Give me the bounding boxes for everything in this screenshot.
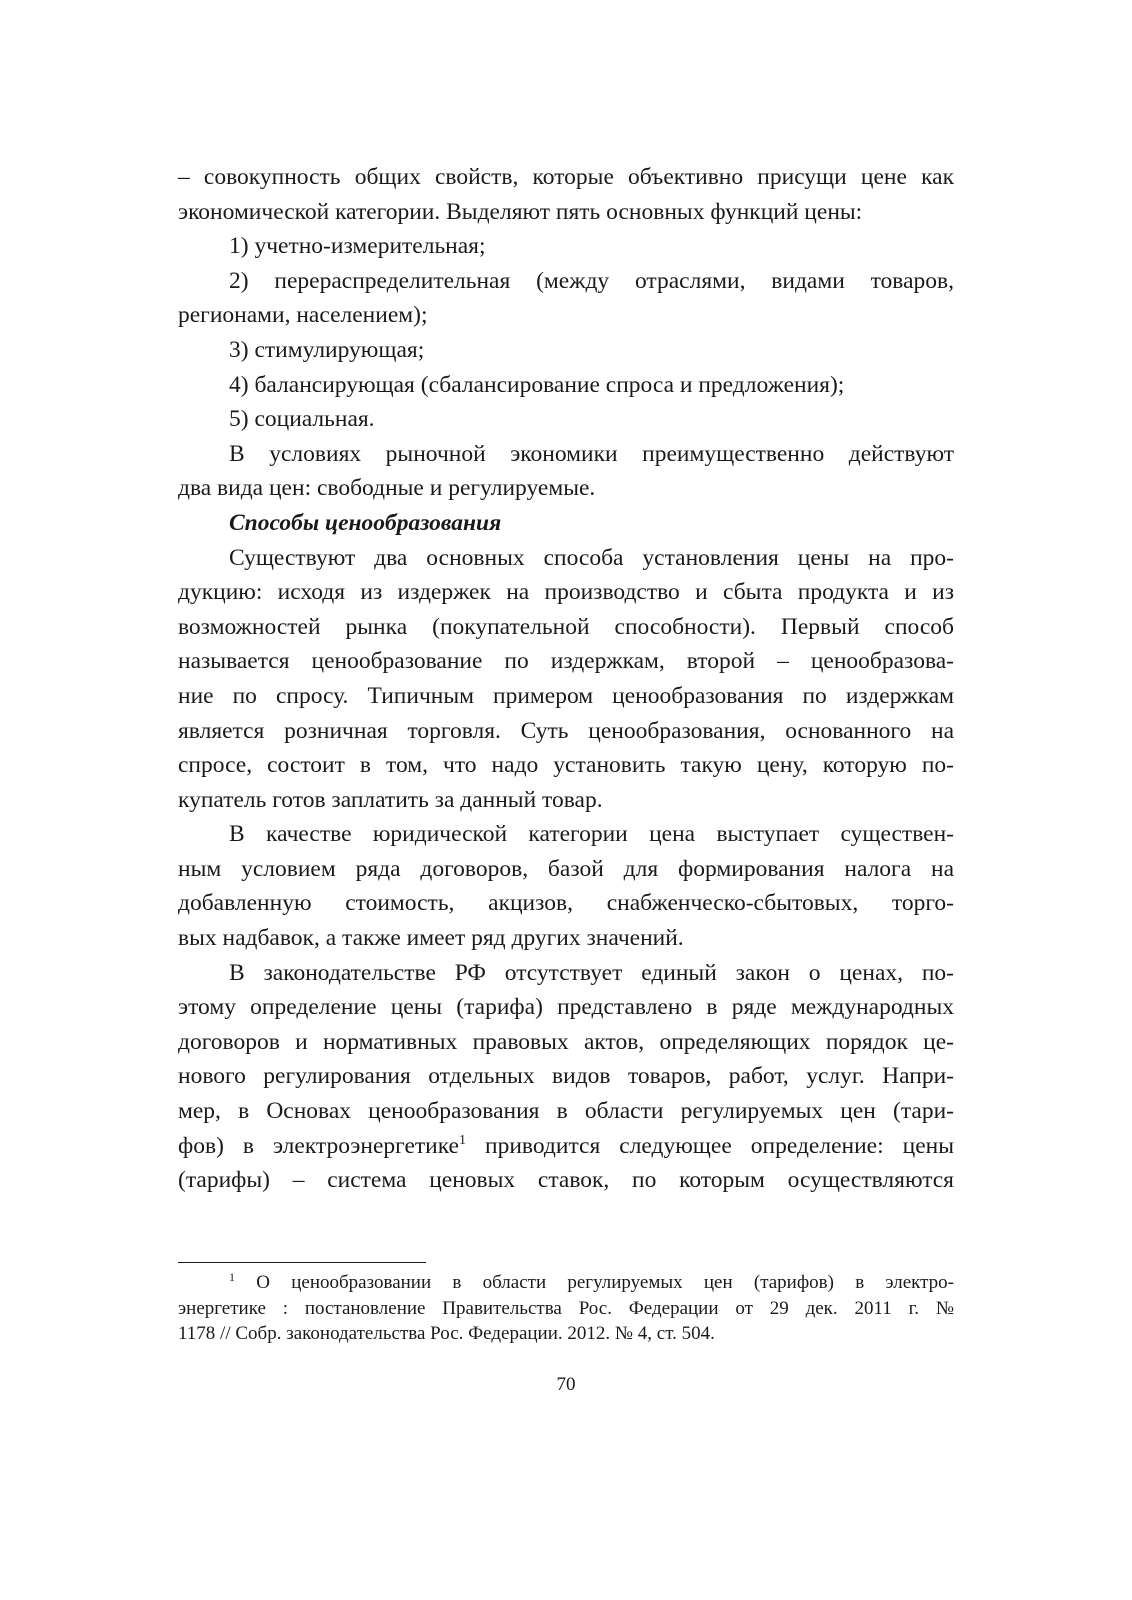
text-line: ние по спросу. Типичным примером ценообразования по издержкам <box>178 682 954 709</box>
text-line: добавленную стоимость, акцизов, снабженческо-сбытовых, торго- <box>178 890 954 917</box>
section-heading: Способы ценообразования <box>229 509 502 536</box>
text-line: называется ценообразование по издержкам, второй – ценообразова- <box>178 648 954 675</box>
text-line: – совокупность общих свойств, которые объективно присущи цене как <box>178 164 954 190</box>
footnote <box>178 1270 954 1347</box>
text-fragment: приводится следующее определение: цены <box>485 1132 955 1159</box>
text-line: нового регулирования отдельных видов товаров, работ, услуг. Напри- <box>178 1063 954 1090</box>
footnote-text: О ценообразовании в области регулируемых цен (тарифов) в электро- <box>256 1272 954 1293</box>
footnote-marker: 1 <box>229 1270 235 1284</box>
text-line: спросе, состоит в том, что надо установить такую цену, которую по- <box>178 752 954 779</box>
footnote-line: 1178 // Собр. законодательства Рос. Федерации. 2012. № 4, ст. 504. <box>178 1323 715 1344</box>
text-line: мер, в Основах ценообразования в области регулируемых цен (тари- <box>178 1098 954 1125</box>
list-item: 3) стимулирующая; <box>229 336 425 363</box>
text-line: вых надбавок, а также имеет ряд других значений. <box>178 925 684 952</box>
text-line: возможностей рынка (покупательной способности). Первый способ <box>178 613 954 640</box>
text-line: дукцию: исходя из издержек на производство и сбыта продукта и из <box>178 579 954 606</box>
text-line <box>178 1129 954 1164</box>
text-line: регионами, населением); <box>178 302 428 329</box>
text-line: В качестве юридической категории цена выступает существен- <box>229 821 954 848</box>
footnote-line <box>178 1270 954 1296</box>
text-line: договоров и нормативных правовых актов, определяющих порядок це- <box>178 1028 954 1055</box>
list-item: 1) учетно-измерительная; <box>229 233 486 260</box>
text-line: экономической категории. Выделяют пять основных функций цены: <box>178 198 863 225</box>
text-line: (тарифы) – система ценовых ставок, по которым осуществляются <box>178 1167 954 1194</box>
footnote-line: энергетике : постановление Правительства Рос. Федерации от 29 дек. 2011 г. № <box>178 1297 954 1319</box>
text-line: купатель готов заплатить за данный товар. <box>178 786 603 813</box>
page-number: 70 <box>556 1374 576 1395</box>
footnote-divider <box>178 1262 426 1263</box>
page-body <box>178 160 954 1198</box>
text-fragment: фов) в электроэнергетике <box>178 1132 459 1159</box>
text-line: Существуют два основных способа установления цены на про- <box>229 544 954 571</box>
text-line: ным условием ряда договоров, базой для формирования налога на <box>178 855 954 882</box>
text-line: является розничная торговля. Суть ценообразования, основанного на <box>178 717 954 744</box>
text-line: два вида цен: свободные и регулируемые. <box>178 475 596 502</box>
text-line: В законодательстве РФ отсутствует единый закон о ценах, по- <box>229 959 954 986</box>
text-line: В условиях рыночной экономики преимущественно действуют <box>229 440 954 467</box>
text-line: этому определение цены (тарифа) представлено в ряде международных <box>178 994 954 1021</box>
list-item: 2) перераспределительная (между отраслями, видами товаров, <box>229 267 954 294</box>
footnote-reference[interactable]: 1 <box>459 1132 466 1148</box>
list-item: 5) социальная. <box>229 406 375 433</box>
list-item: 4) балансирующая (сбалансирование спроса и предложения); <box>229 371 845 398</box>
